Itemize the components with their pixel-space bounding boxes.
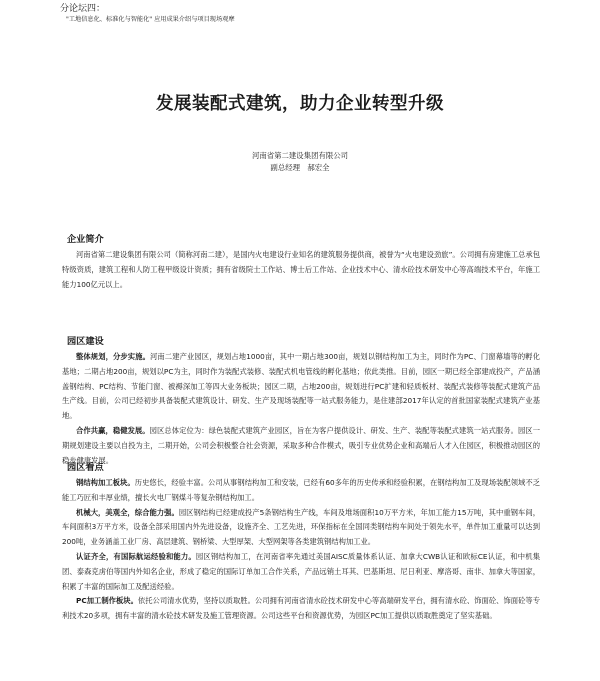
paragraph-text: 依托公司清水优势，坚持以质取胜。公司拥有河南省清水砼技术研发中心等高端研发平台，拥有清水砼、饰面砼、饰面砼等专利技术20多项，拥有丰富的清水砼技术研发及施工管理资源。公司这些平台和资源优势，为园区PC加工提供以质取胜奠定了坚实基础。: [62, 596, 541, 621]
paragraph: [62, 594, 540, 624]
section-title: 园区建设: [67, 336, 104, 347]
paragraph-text: 园区总体定位为：绿色装配式建筑产业园区，旨在为客户提供设计、研发、生产、装配等装配式建筑一站式服务。园区一期规划建设主要以自投为主，二期开始，公司会积极整合社会资源，采取多种合作模式，吸引专业优势企业和高端后人才入住园区，积极推动园区的稳步健康发展。: [62, 425, 541, 465]
article-title: 发展装配式建筑，助力企业转型升级: [156, 94, 444, 114]
section-park-construction: [62, 335, 540, 468]
author-company: 河南省第二建设集团有限公司: [251, 151, 349, 160]
paragraph: [62, 506, 540, 550]
paragraph-text: 园区钢结构已经建成投产5条钢结构生产线，车间及堆场面积10万平方米，年加工能力15万吨，其中重钢车间，车间面积3万平方米，设备全部采用国内外先进设备，设施齐全、工艺先进，环保指标在全国同类钢结构车间处于领先水平，单件加工重量可以达到200吨，业务涵盖工业厂房、高层建筑、钢桥梁、大型厚架、大型网架等各类建筑钢结构加工业。: [62, 507, 540, 547]
section-title: 企业简介: [67, 234, 104, 245]
paragraph: [62, 550, 540, 594]
paragraph-text: 河南省第二建设集团有限公司（简称河南二建），是国内火电建设行业知名的建筑服务提供商，被誉为“火电建设劲旅”。公司拥有房建施工总承包特级资质，建筑工程和人防工程甲级设计资质；拥有省级院士工作站、博士后工作站、企业技术中心、清水砼技术研发中心等高端技术平台，年施工能力100亿元以上。: [62, 250, 540, 289]
author-name: 副总经理 郝宏全: [270, 163, 330, 172]
paragraph-lead: PC加工制作板块。: [76, 596, 138, 606]
paragraph-text: 园区钢结构加工，在河南省率先通过美国AISC质量体系认证、加拿大CWB认证和欧标CE认证，和中机集团、泰森克虏伯等国内外知名企业，形成了稳定的国际订单加工合作关系，产品远销土耳其、巴基斯坦、尼日利亚、摩洛哥、南非、加拿大等国家，积累了丰富的国际加工及配送经验。: [62, 551, 541, 591]
paragraph-lead: 机械大，美观全，综合能力强。: [76, 507, 179, 517]
paragraph-text: 历史悠长，经验丰富。公司从事钢结构加工和安装，已经有60多年的历史传承和经验积累，在钢结构加工及现场装配领域不乏能工巧匠和丰厚业绩，擅长火电厂钢煤斗等复杂钢结构加工。: [62, 478, 541, 502]
forum-label: 分论坛四：: [60, 4, 106, 14]
paragraph-lead: 整体规划，分步实施。: [76, 352, 150, 361]
paragraph: [62, 248, 540, 292]
paragraph: [62, 350, 540, 424]
forum-subtitle: "工地信息化、标准化与智能化" 应用成果介绍与项目现场观摩: [66, 16, 235, 23]
paragraph-lead: 合作共赢，稳健发展。: [76, 425, 150, 435]
paragraph-text: 河南二建产业园区，规划占地1000亩，其中一期占地300亩，规划以钢结构加工为主，同时作为PC、门窗幕墙等的孵化基地；二期占地200亩，规划以PC为主，同时作为装配式装修、装配式机电管线的孵化基地；依此类推。目前，园区一期已经全部建成投产，产品涵盖钢结构、PC结构、节能门窗、被褥深加工等四大业务板块；园区二期，占地200亩，规划进行PC扩建和轻质板材、装配式装修等装配式建筑产品生产线。目前，公司已经初步具备装配式建筑设计、研发、生产及现场装配等一站式服务能力，是住建部2017年认定的首批国家装配式建筑产业基地。: [62, 352, 540, 421]
section-company-intro: [62, 233, 540, 292]
paragraph: [62, 476, 540, 506]
page-header: [60, 3, 235, 24]
paragraph-lead: 钢结构加工板块。: [76, 478, 135, 487]
section-park-highlights: [62, 461, 540, 624]
paragraph-lead: 认证齐全，有国际航运经验和能力。: [76, 551, 196, 561]
section-title: 园区看点: [67, 462, 104, 473]
